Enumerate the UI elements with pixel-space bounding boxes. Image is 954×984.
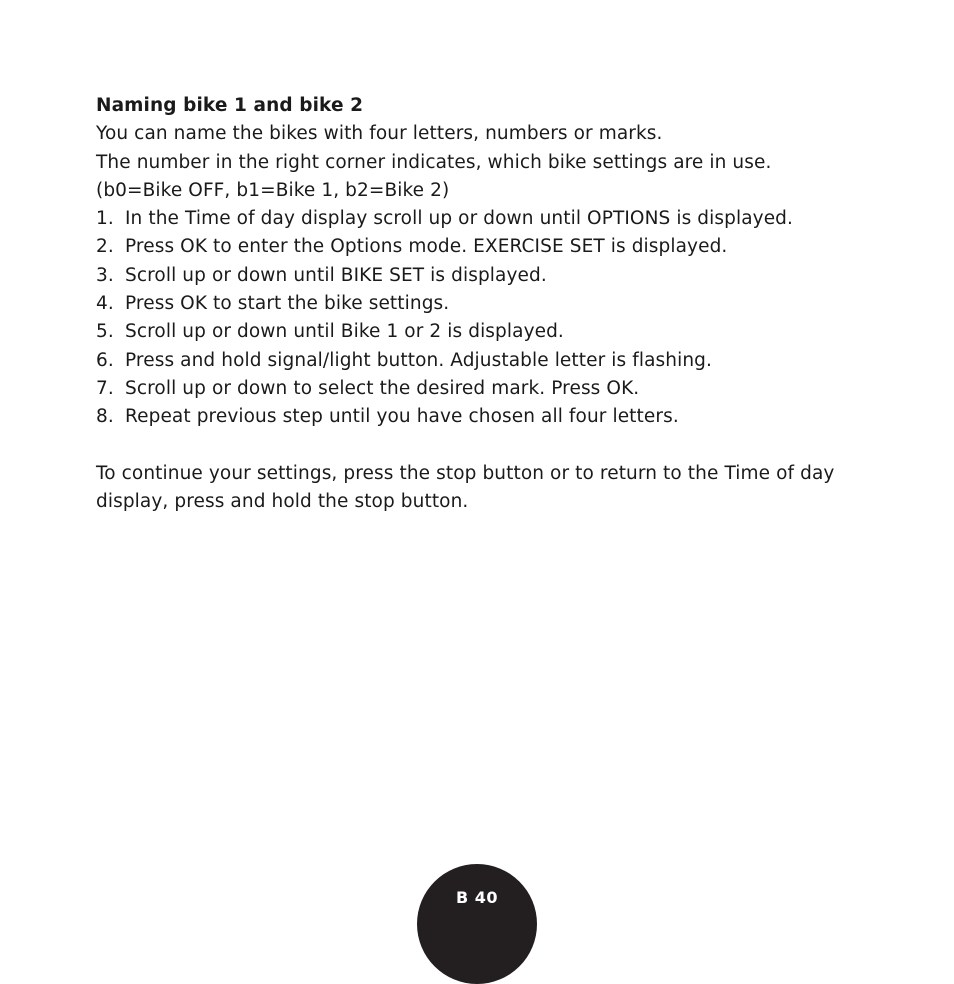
step-number: 4. (96, 293, 114, 315)
step-number: 2. (96, 236, 114, 258)
step-item (96, 290, 856, 318)
step-number: 5. (96, 321, 114, 343)
step-text: Scroll up or down until Bike 1 or 2 is displayed. (125, 321, 564, 343)
step-text: Press OK to start the bike settings. (125, 293, 450, 315)
step-item (96, 205, 856, 233)
steps-list (96, 205, 856, 431)
intro-line: The number in the right corner indicates, which bike settings are in use. (96, 151, 772, 173)
instructions-section (96, 92, 856, 516)
step-text: Repeat previous step until you have chosen all four letters. (125, 406, 679, 428)
step-text: Scroll up or down until BIKE SET is displayed. (125, 264, 547, 286)
step-number: 8. (96, 406, 114, 428)
step-number: 1. (96, 208, 114, 230)
step-number: 6. (96, 349, 114, 371)
intro-line: You can name the bikes with four letters, numbers or marks. (96, 123, 663, 145)
step-item (96, 403, 856, 431)
step-text: Press and hold signal/light button. Adjustable letter is flashing. (125, 349, 712, 371)
step-number: 7. (96, 377, 114, 399)
step-item (96, 262, 856, 290)
page-number: B 40 (455, 888, 499, 907)
step-text: Press OK to enter the Options mode. EXERCISE SET is displayed. (125, 236, 728, 258)
step-text: In the Time of day display scroll up or down until OPTIONS is displayed. (125, 208, 794, 230)
step-item (96, 318, 856, 346)
step-text: Scroll up or down to select the desired mark. Press OK. (125, 377, 640, 399)
closing-paragraph: To continue your settings, press the stop button or to return to the Time of day display, press and hold the stop button. (96, 462, 835, 513)
page-number-tab (417, 864, 537, 984)
step-item (96, 347, 856, 375)
paragraph-spacer (96, 432, 856, 460)
step-number: 3. (96, 264, 114, 286)
step-item (96, 233, 856, 261)
section-heading: Naming bike 1 and bike 2 (96, 95, 364, 116)
step-item (96, 375, 856, 403)
intro-line: (b0=Bike OFF, b1=Bike 1, b2=Bike 2) (96, 179, 450, 201)
